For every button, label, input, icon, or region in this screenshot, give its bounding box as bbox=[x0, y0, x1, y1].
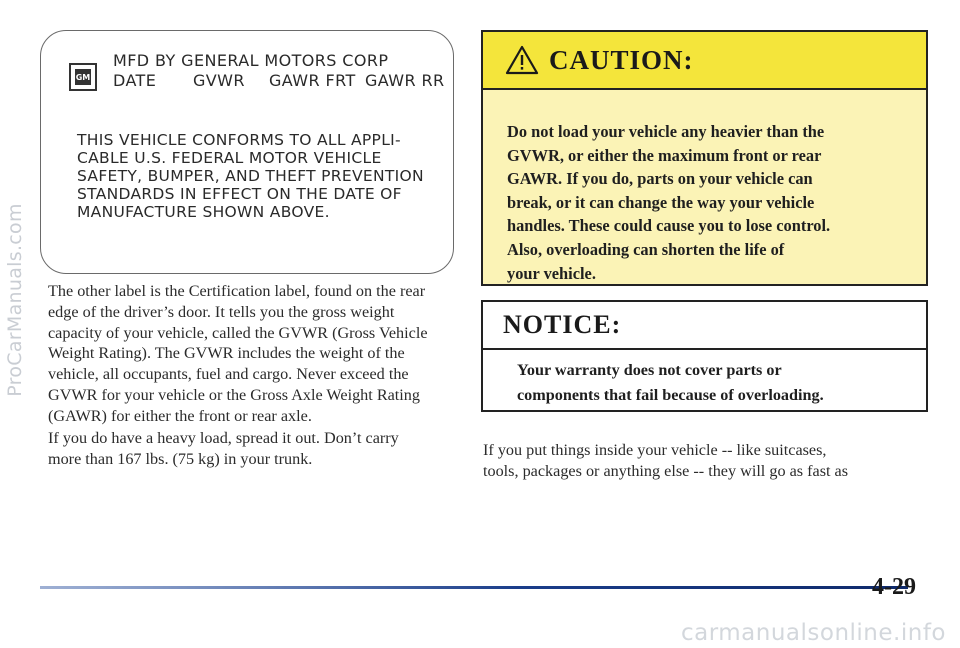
bottom-watermark: carmanualsonline.info bbox=[680, 620, 946, 646]
paragraph-line: The other label is the Certification label, found on the rear bbox=[48, 282, 426, 300]
caution-title: CAUTION: bbox=[549, 44, 694, 75]
label-field-gawr-frt: GAWR FRT bbox=[269, 71, 356, 90]
conformity-line: STANDARDS IN EFFECT ON THE DATE OF bbox=[77, 185, 402, 203]
conformity-line: THIS VEHICLE CONFORMS TO ALL APPLI- bbox=[77, 131, 401, 149]
page-number: 4-29 bbox=[872, 574, 916, 600]
paragraph-line: Weight Rating). The GVWR includes the weight of the bbox=[48, 344, 405, 363]
label-field-date: DATE bbox=[113, 71, 157, 90]
conformity-statement bbox=[77, 131, 437, 221]
heavy-load-paragraph bbox=[48, 428, 399, 470]
caution-line: GVWR, or either the maximum front or rear bbox=[507, 145, 822, 165]
notice-line: Your warranty does not cover parts or bbox=[517, 361, 782, 379]
notice-line: components that fail because of overloading. bbox=[517, 386, 824, 404]
notice-text bbox=[483, 350, 926, 408]
paragraph-line: If you put things inside your vehicle -- like suitcases, bbox=[483, 441, 827, 459]
caution-line: GAWR. If you do, parts on your vehicle can bbox=[507, 169, 813, 189]
certification-paragraph bbox=[48, 281, 428, 427]
caution-line: break, or it can change the way your vehicle bbox=[507, 192, 815, 212]
caution-line: Do not load your vehicle any heavier than the bbox=[507, 122, 825, 141]
paragraph-line: edge of the driver’s door. It tells you the gross weight bbox=[48, 302, 395, 321]
conformity-line: SAFETY, BUMPER, AND THEFT PREVENTION bbox=[77, 167, 424, 185]
conformity-line: CABLE U.S. FEDERAL MOTOR VEHICLE bbox=[77, 149, 382, 167]
paragraph-line: capacity of your vehicle, called the GVWR (Gross Vehicle bbox=[48, 323, 428, 342]
notice-title: NOTICE: bbox=[483, 302, 926, 350]
gm-logo-icon bbox=[69, 63, 97, 91]
side-watermark bbox=[2, 40, 28, 560]
notice-box bbox=[481, 300, 928, 412]
caution-text bbox=[483, 90, 926, 285]
footer-rule bbox=[40, 586, 908, 589]
caution-line: Also, overloading can shorten the life of bbox=[507, 239, 785, 259]
side-watermark-text: ProCarManuals.com bbox=[4, 203, 26, 397]
paragraph-line: (GAWR) for either the front or rear axle. bbox=[48, 406, 312, 425]
paragraph-line: If you do have a heavy load, spread it out. Don’t carry bbox=[48, 429, 399, 447]
paragraph-line: vehicle, all occupants, fuel and cargo. Never exceed the bbox=[48, 365, 409, 384]
label-manufacturer-line: MFD BY GENERAL MOTORS CORP bbox=[113, 51, 389, 70]
cargo-paragraph bbox=[483, 440, 848, 482]
caution-line: your vehicle. bbox=[507, 263, 596, 283]
caution-box bbox=[481, 30, 928, 286]
label-field-gvwr: GVWR bbox=[193, 71, 245, 90]
warning-triangle-icon bbox=[505, 45, 539, 75]
label-field-gawr-rr: GAWR RR bbox=[365, 71, 445, 90]
paragraph-line: more than 167 lbs. (75 kg) in your trunk. bbox=[48, 449, 313, 468]
gm-logo-text: GM bbox=[75, 69, 91, 85]
paragraph-line: tools, packages or anything else -- they will go as fast as bbox=[483, 461, 849, 480]
conformity-line: MANUFACTURE SHOWN ABOVE. bbox=[77, 203, 330, 221]
paragraph-line: GVWR for your vehicle or the Gross Axle Weight Rating bbox=[48, 385, 420, 404]
vehicle-label-illustration bbox=[40, 30, 454, 274]
caution-line: handles. These could cause you to lose control. bbox=[507, 216, 831, 236]
caution-header bbox=[483, 32, 926, 90]
